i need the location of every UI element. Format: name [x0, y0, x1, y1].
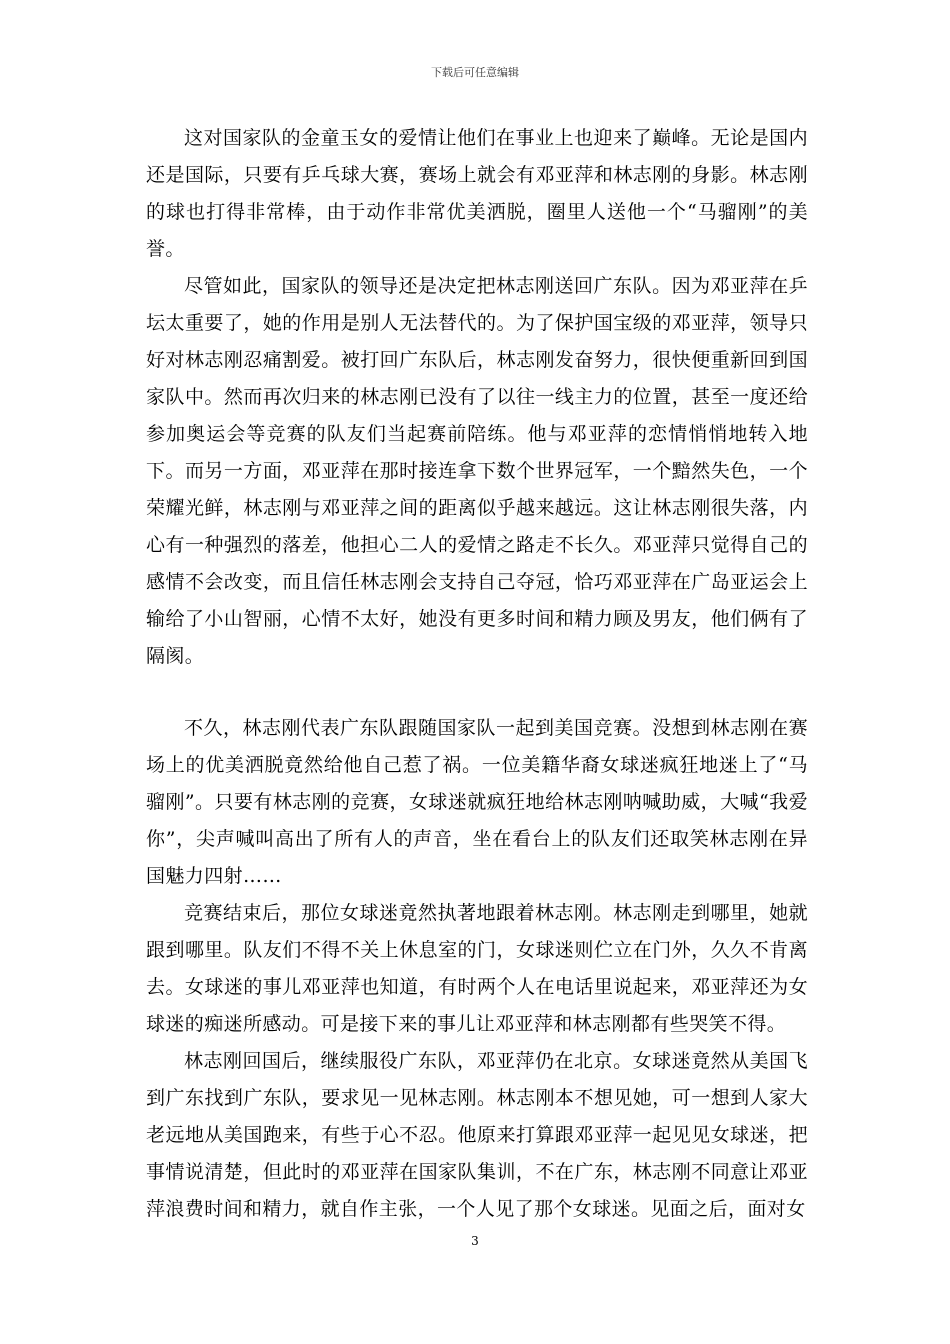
paragraph-4: 竞赛结束后，那位女球迷竟然执著地跟着林志刚。林志刚走到哪里，她就跟到哪里。队友们不得不关上休息室的门，女球迷则伫立在门外，久久不肯离去。女球迷的事儿邓亚萍也知道，有时两个人在电话里说起来，邓亚萍还为女球迷的痴迷所感动。可是接下来的事儿让邓亚萍和林志刚都有些哭笑不得。	[146, 902, 808, 1035]
paragraph-1: 这对国家队的金童玉女的爱情让他们在事业上也迎来了巅峰。无论是国内还是国际，只要有乒乓球大赛，赛场上就会有邓亚萍和林志刚的身影。林志刚的球也打得非常棒，由于动作非常优美洒脱，圈里人送他一个“马骝刚”的美誉。	[146, 127, 808, 260]
paragraph-2: 尽管如此，国家队的领导还是决定把林志刚送回广东队。因为邓亚萍在乒坛太重要了，她的作用是别人无法替代的。为了保护国宝级的邓亚萍，领导只好对林志刚忍痛割爱。被打回广东队后，林志刚发奋努力，很快便重新回到国家队中。然而再次归来的林志刚已没有了以往一线主力的位置，甚至一度还给参加奥运会等竞赛的队友们当起赛前陪练。他与邓亚萍的恋情悄悄地转入地下。而另一方面，邓亚萍在那时接连拿下数个世界冠军，一个黯然失色，一个荣耀光鲜，林志刚与邓亚萍之间的距离似乎越来越远。这让林志刚很失落，内心有一种强烈的落差，他担心二人的爱情之路走不长久。邓亚萍只觉得自己的感情不会改变，而且信任林志刚会支持自己夺冠，恰巧邓亚萍在广岛亚运会上输给了小山智丽，心情不太好，她没有更多时间和精力顾及男友，他们俩有了隔阂。	[146, 275, 808, 667]
page-header: 下载后可任意编辑	[431, 66, 519, 79]
page-number: 3	[471, 1234, 479, 1248]
paragraph-5: 林志刚回国后，继续服役广东队，邓亚萍仍在北京。女球迷竟然从美国飞到广东找到广东队，要求见一见林志刚。林志刚本不想见她，可一想到人家大老远地从美国跑来，有些于心不忍。他原来打算跟邓亚萍一起见见女球迷，把事情说清楚，但此时的邓亚萍在国家队集训，不在广东，林志刚不同意让邓亚萍浪费时间和精力，就自作主张，一个人见了那个女球迷。见面之后，面对女	[146, 1050, 808, 1220]
paragraph-3: 不久，林志刚代表广东队跟随国家队一起到美国竞赛。没想到林志刚在赛场上的优美洒脱竟然给他自己惹了祸。一位美籍华裔女球迷疯狂地迷上了“马骝刚”。只要有林志刚的竞赛，女球迷就疯狂地给林志刚呐喊助威，大喊“我爱你”，尖声喊叫高出了所有人的声音，坐在看台上的队友们还取笑林志刚在异国魅力四射……	[146, 717, 808, 887]
document-body	[146, 120, 808, 1228]
